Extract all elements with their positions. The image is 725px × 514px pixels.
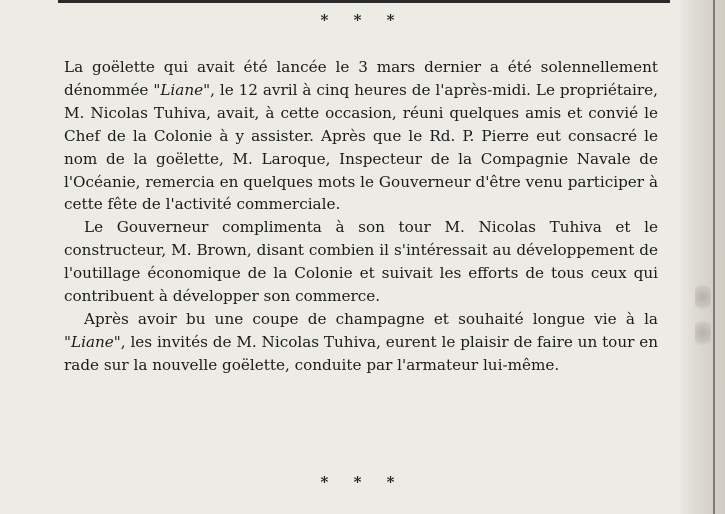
separator-bottom-text: * * * bbox=[320, 473, 405, 491]
page-edge bbox=[681, 0, 725, 514]
paragraph-2-part-1: Le Gouverneur complimenta à son tour M. Nicolas Tuhiva et le constructeur, M. Brown, disant combien il s'intéressait au développement de l'outillage économique de la Colonie et suivait les efforts de tous ceux qui contribuent à développer son commerce. bbox=[64, 218, 658, 306]
top-rule bbox=[58, 0, 670, 3]
edge-stain bbox=[695, 282, 711, 312]
paragraph-1-part-3: ", le 12 avril à cinq heures de l'après-midi. Le propriétaire, M. Nicolas Tuhiva, avait, à cette occasion, réuni quelques amis et convié le Chef de la Colonie à y assister. Après que le Rd. P. Pierre eut consacré le nom de la goëlette, M. Laroque, Inspecteur de la Compagnie Navale de l'Océanie, remercia en quelques mots le Gouverneur d'être venu participer à cette fête de l'activité commerciale. bbox=[64, 80, 658, 214]
paragraph-3-part-1: Après avoir bu une coupe de champagne et souhaité longue vie à la " bbox=[64, 309, 658, 351]
paragraph-3-part-3: ", les invités de M. Nicolas Tuhiva, eurent le plaisir de faire un tour en rade sur la nouvelle goëlette, conduite par l'armateur lui-même. bbox=[64, 332, 658, 374]
separator-top bbox=[0, 11, 725, 38]
separator-top-text: * * * bbox=[320, 11, 405, 29]
page-edge-line bbox=[713, 0, 715, 514]
article-body bbox=[64, 56, 658, 377]
ship-name-2: Liane bbox=[71, 332, 114, 351]
separator-bottom bbox=[0, 473, 725, 500]
edge-stain bbox=[695, 318, 711, 348]
paragraph-1 bbox=[64, 56, 658, 216]
paragraph-2 bbox=[64, 216, 658, 308]
paragraph-3 bbox=[64, 308, 658, 377]
ship-name-1: Liane bbox=[160, 80, 204, 99]
paragraph-1-part-1: La goëlette qui avait été lancée le 3 mars dernier a été solennellement dénommée " bbox=[64, 58, 658, 99]
